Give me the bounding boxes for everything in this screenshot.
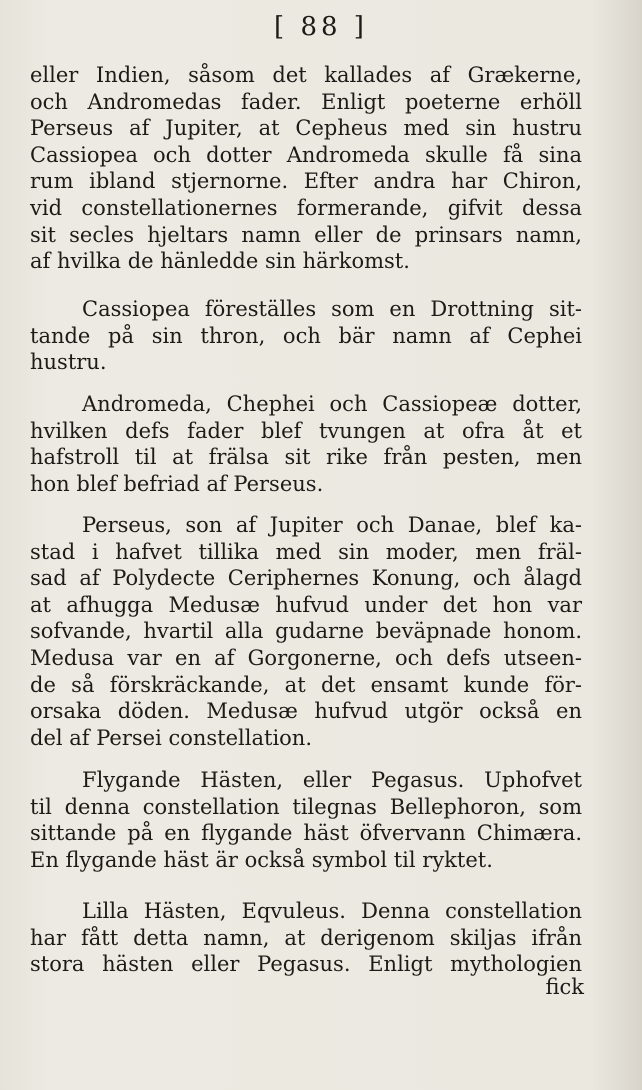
text-line: orsaka döden. Medusæ hufvud utgör också en: [30, 699, 582, 724]
text-line: sad af Polydecte Ceriphernes Konung, och ålagd: [30, 566, 582, 591]
text-line: Perseus, son af Jupiter och Danae, blef ka-: [82, 513, 582, 537]
text-line: och Andromedas fader. Enligt poeterne erhöll: [30, 89, 582, 114]
text-line: har fått detta namn, at derigenom skiljas ifrån: [30, 925, 582, 950]
text-line: Cassiopea föreställes som en Drottning sit-: [82, 297, 582, 321]
paragraph-equuleus: [30, 898, 582, 978]
text-line: Medusa var en af Gorgonerne, och defs utseen-: [30, 645, 582, 670]
text-line: del af Persei constellation.: [30, 725, 313, 750]
text-line: Perseus af Jupiter, at Cepheus med sin hustru: [30, 116, 582, 141]
page-number: [ 88 ]: [274, 12, 368, 42]
text-line: Cassiopea och dotter Andromeda skulle få sina: [30, 142, 582, 167]
text-line: til denna constellation tilegnas Bellephoron, som: [30, 794, 582, 819]
text-line: sofvande, hvartil alla gudarne beväpnade honom.: [30, 619, 582, 644]
text-line: de så förskräckande, at det ensamt kunde för-: [30, 672, 582, 697]
text-line: tande på sin thron, och bär namn af Cephei: [30, 323, 582, 348]
text-line: at afhugga Medusæ hufvud under det hon var: [30, 592, 582, 617]
text-line: stad i hafvet tillika med sin moder, men fräl-: [30, 539, 582, 564]
paragraph-pegasus: [30, 767, 582, 873]
text-line: Andromeda, Chephei och Cassiopeæ dotter,: [82, 392, 582, 416]
text-line: En flygande häst är också symbol til ryktet.: [30, 847, 493, 872]
text-line: sittande på en flygande häst öfvervann Chimæra.: [30, 821, 582, 846]
paragraph-cepheus-constellations: [30, 62, 582, 275]
text-line: rum ibland stjernorne. Efter andra har Chiron,: [30, 169, 582, 194]
paragraph-andromeda: [30, 391, 582, 497]
text-line: sit secles hjeltars namn eller de prinsars namn,: [30, 222, 582, 247]
text-line: Lilla Hästen, Eqvuleus. Denna constellation: [82, 899, 582, 923]
catchword: fick: [545, 975, 584, 999]
paragraph-perseus: [30, 512, 582, 751]
text-line: vid constellationernes formerande, gifvit dessa: [30, 195, 582, 220]
text-line: Flygande Hästen, eller Pegasus. Uphofvet: [82, 768, 582, 792]
text-line: hafstroll til at frälsa sit rike från pesten, men: [30, 445, 582, 470]
text-line: hvilken defs fader blef tvungen at ofra åt et: [30, 418, 582, 443]
text-line: stora hästen eller Pegasus. Enligt mythologien: [30, 952, 582, 977]
text-line: eller Indien, såsom det kallades af Grækerne,: [30, 63, 582, 87]
paragraph-cassiopea: [30, 296, 582, 376]
text-line: af hvilka de hänledde sin härkomst.: [30, 249, 410, 274]
text-line: hustru.: [30, 350, 107, 375]
text-line: hon blef befriad af Perseus.: [30, 471, 324, 496]
